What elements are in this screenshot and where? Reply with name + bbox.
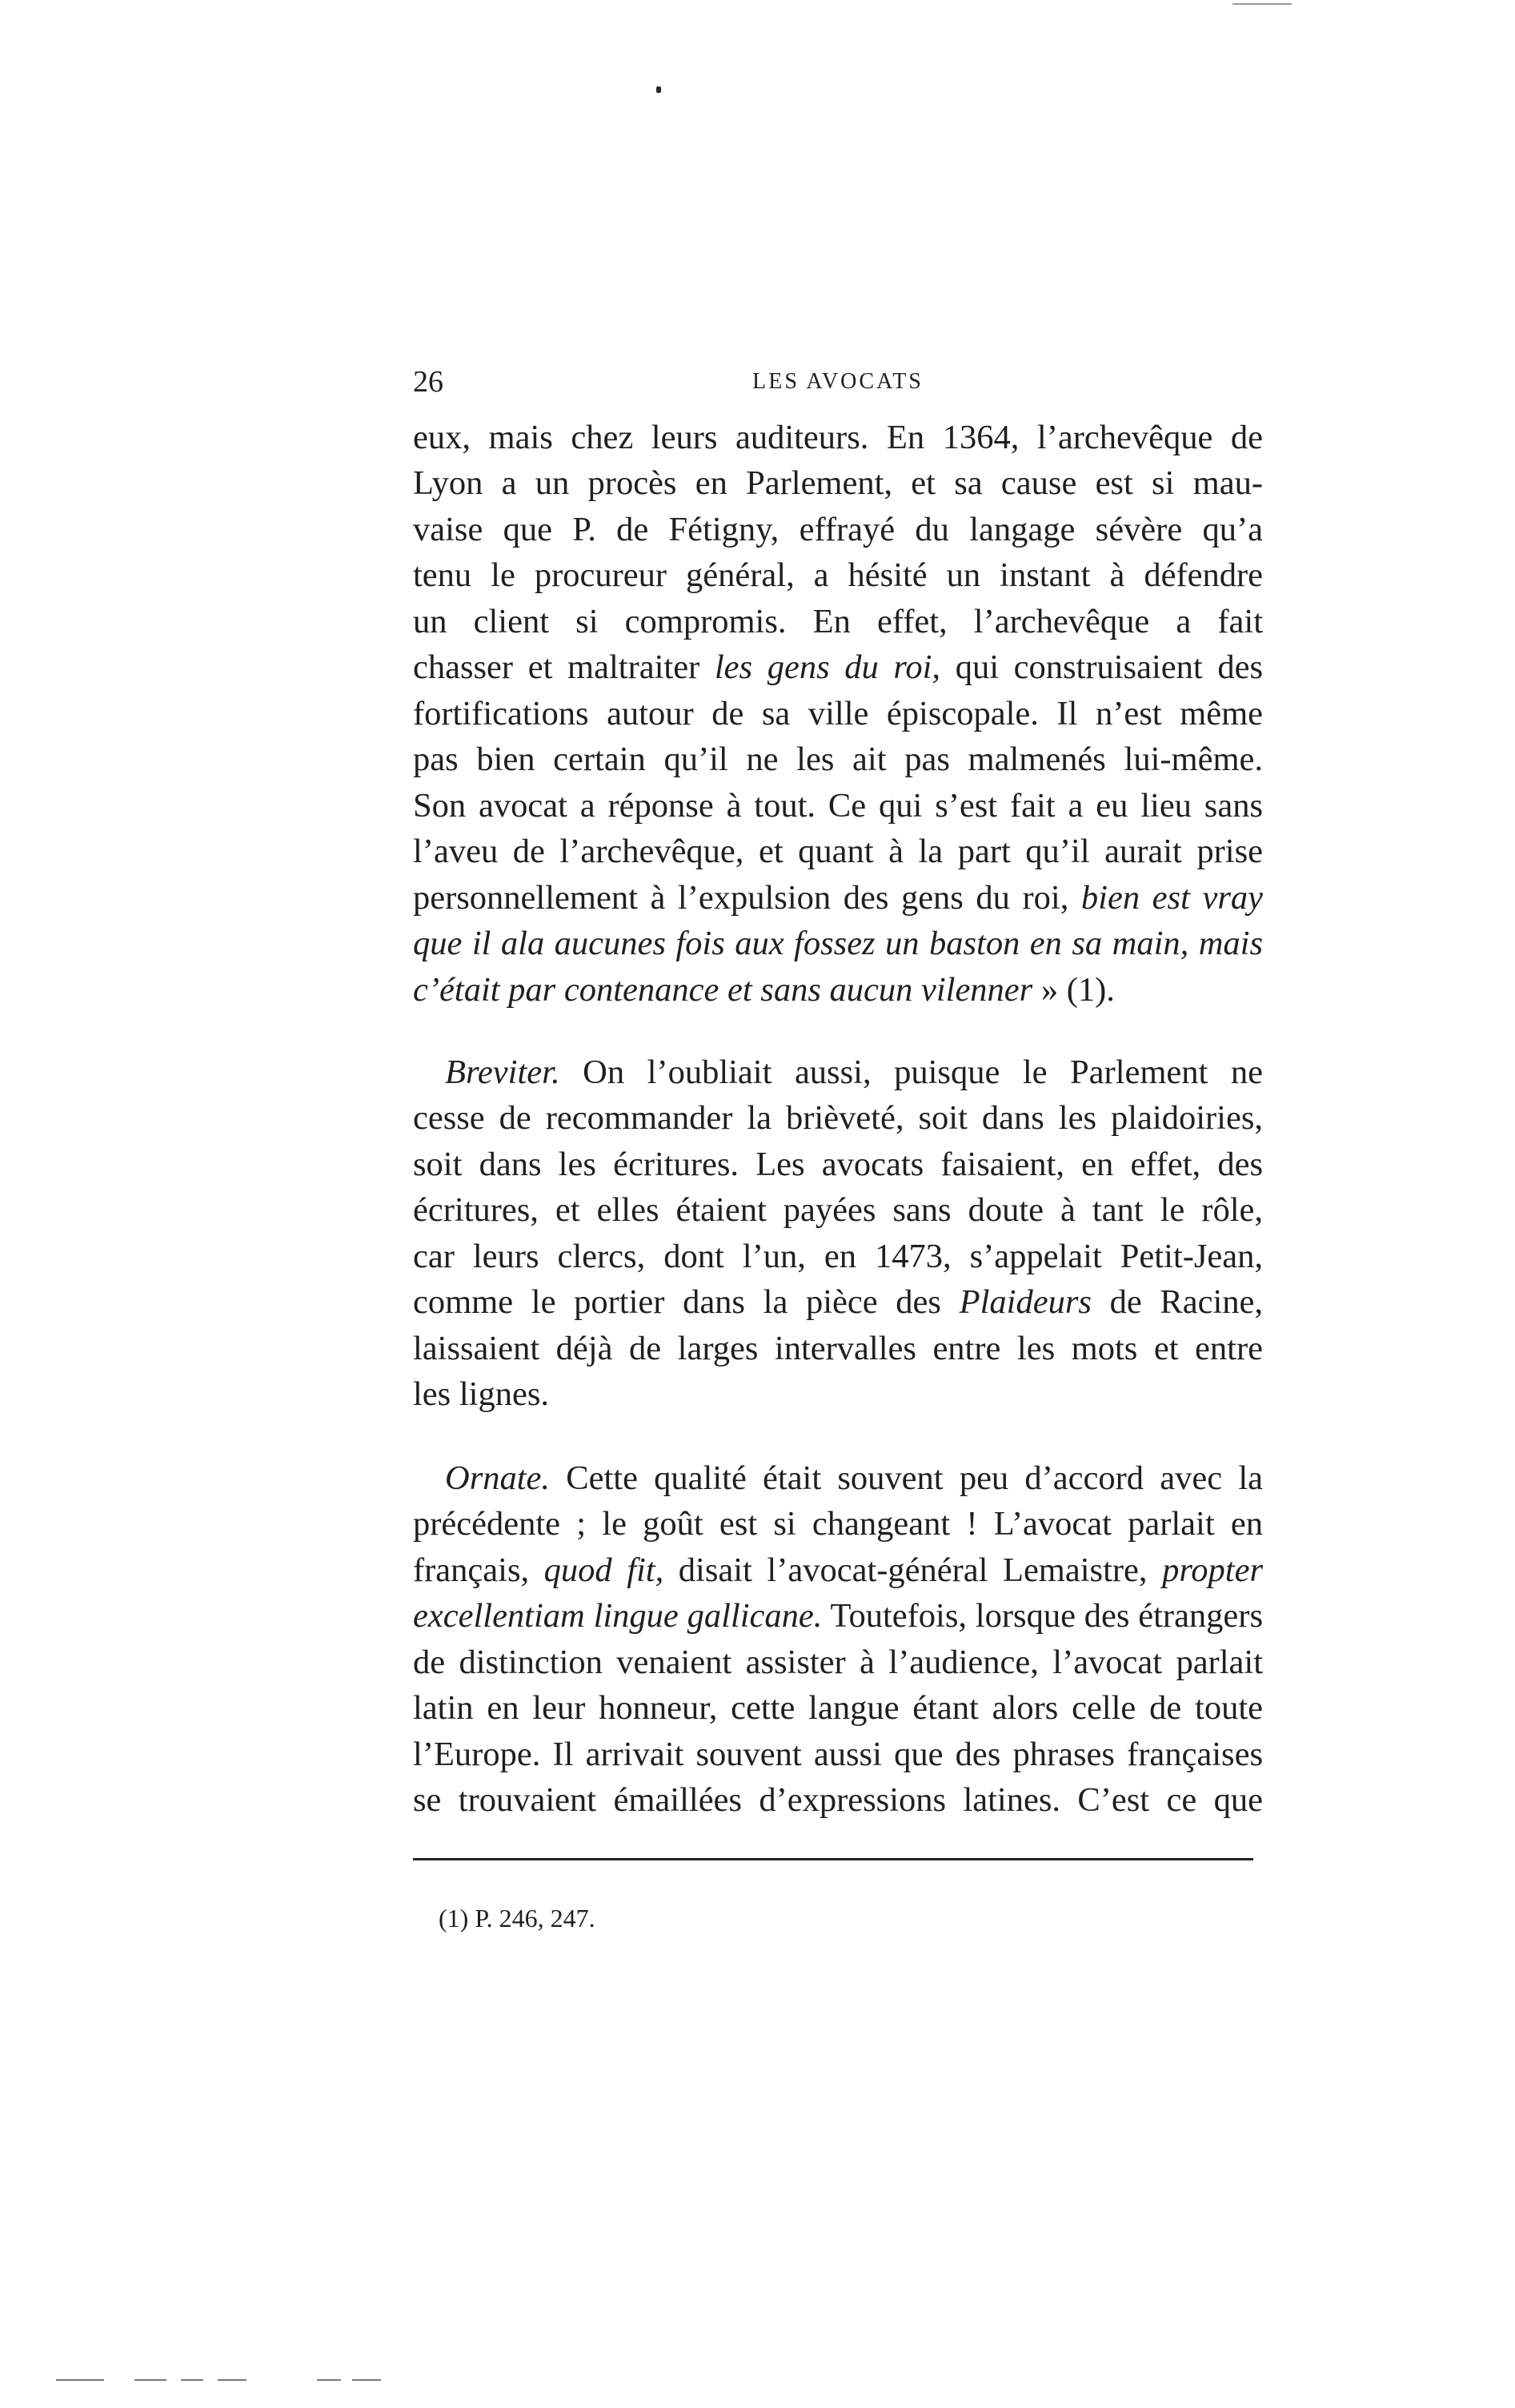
text-line: car leurs clercs, dont l’un, en 1473, s’appelait Petit-Jean, — [413, 1238, 1263, 1275]
text-line — [413, 1592, 1263, 1640]
scan-artifact-line — [1232, 3, 1292, 5]
text-run: On l’oubliait aussi, puisque le Parlement ne — [559, 1054, 1263, 1091]
text-line — [413, 966, 1263, 1014]
text-line: se trouvaient émaillées d’expressions latines. C’est ce que — [413, 1781, 1263, 1819]
italic-run: Ornate. — [445, 1459, 551, 1497]
text-run: de Racine, — [1091, 1283, 1263, 1321]
text-line: un client si compromis. En effet, l’archevêque a fait — [413, 603, 1263, 640]
text-line — [413, 874, 1263, 922]
italic-run: Plaideurs — [959, 1283, 1092, 1321]
scan-artifact-line — [56, 2379, 104, 2381]
italic-run: bien est vray — [1080, 879, 1263, 917]
text-line: soit dans les écritures. Les avocats faisaient, en effet, des — [413, 1146, 1263, 1183]
page-number: 26 — [413, 365, 443, 399]
italic-run: Breviter. — [445, 1054, 560, 1091]
text-line: fortifications autour de sa ville épiscopale. Il n’est même — [413, 695, 1263, 732]
text-run: qui construisaient des — [940, 648, 1263, 686]
text-line: Son avocat a réponse à tout. Ce qui s’est fait a eu lieu sans — [413, 787, 1263, 825]
text-run: Toutefois, lorsque des étrangers — [822, 1597, 1263, 1635]
italic-run: c’était par contenance et sans aucun vilenner — [413, 971, 1033, 1009]
running-title: LES AVOCATS — [752, 369, 924, 394]
scan-artifact-line — [317, 2379, 341, 2381]
text-run: » (1). — [1032, 971, 1115, 1009]
text-line — [413, 920, 1263, 968]
text-line — [413, 644, 1263, 692]
text-line: laissaient déjà de larges intervalles entre les mots et entre — [413, 1330, 1263, 1367]
ink-speck — [656, 86, 661, 93]
italic-run: les gens du roi, — [714, 648, 941, 686]
scan-artifact-line — [181, 2379, 203, 2381]
footnote-rule — [413, 1858, 1253, 1860]
italic-run: quod fit, — [543, 1551, 664, 1589]
text-line: de distinction venaient assister à l’audience, l’avocat parlait — [413, 1643, 1263, 1681]
text-line: latin en leur honneur, cette langue étant alors celle de toute — [413, 1689, 1263, 1727]
text-line — [413, 1278, 1263, 1326]
text-line: cesse de recommander la brièveté, soit dans les plaidoiries, — [413, 1099, 1263, 1137]
text-run: Cette qualité était souvent peu d’accord avec la — [550, 1459, 1263, 1497]
text-line: vaise que P. de Fétigny, effrayé du langage sévère qu’a — [413, 511, 1263, 548]
text-line: l’Europe. Il arrivait souvent aussi que des phrases françaises — [413, 1736, 1263, 1773]
italic-run: propter — [1162, 1551, 1263, 1589]
scan-artifact-line — [134, 2379, 166, 2381]
text-line: Lyon a un procès en Parlement, et sa cause est si mau- — [413, 464, 1263, 502]
text-line: tenu le procureur général, a hésité un instant à défendre — [413, 556, 1263, 594]
text-line: pas bien certain qu’il ne les ait pas malmenés lui-même. — [413, 740, 1263, 778]
text-run: comme le portier dans la pièce des — [413, 1283, 960, 1321]
text-line: précédente ; le goût est si changeant ! L’avocat parlait en — [413, 1505, 1263, 1543]
text-line: eux, mais chez leurs auditeurs. En 1364, l’archevêque de — [413, 419, 1263, 456]
scan-artifact-line — [218, 2379, 246, 2381]
text-line: l’aveu de l’archevêque, et quant à la part qu’il aurait prise — [413, 833, 1263, 870]
text-line — [413, 1547, 1263, 1595]
text-run: français, — [413, 1551, 544, 1589]
italic-run: que il ala aucunes fois aux fossez un baston en sa main, mais — [413, 925, 1263, 962]
text-run: personnellement à l’expulsion des gens du roi, — [413, 879, 1081, 917]
page-header — [413, 362, 1263, 402]
text-run: chasser et maltraiter — [413, 648, 715, 686]
footnote: (1) P. 246, 247. — [439, 1904, 595, 1932]
text-line: écritures, et elles étaient payées sans doute à tant le rôle, — [413, 1191, 1263, 1229]
text-line: les lignes. — [413, 1375, 549, 1413]
text-run: disait l’avocat-général Lemaistre, — [663, 1551, 1163, 1589]
text-line — [445, 1455, 1263, 1503]
text-line — [445, 1049, 1263, 1097]
scan-artifact-line — [352, 2379, 381, 2381]
italic-run: excellentiam lingue gallicane. — [413, 1597, 823, 1635]
